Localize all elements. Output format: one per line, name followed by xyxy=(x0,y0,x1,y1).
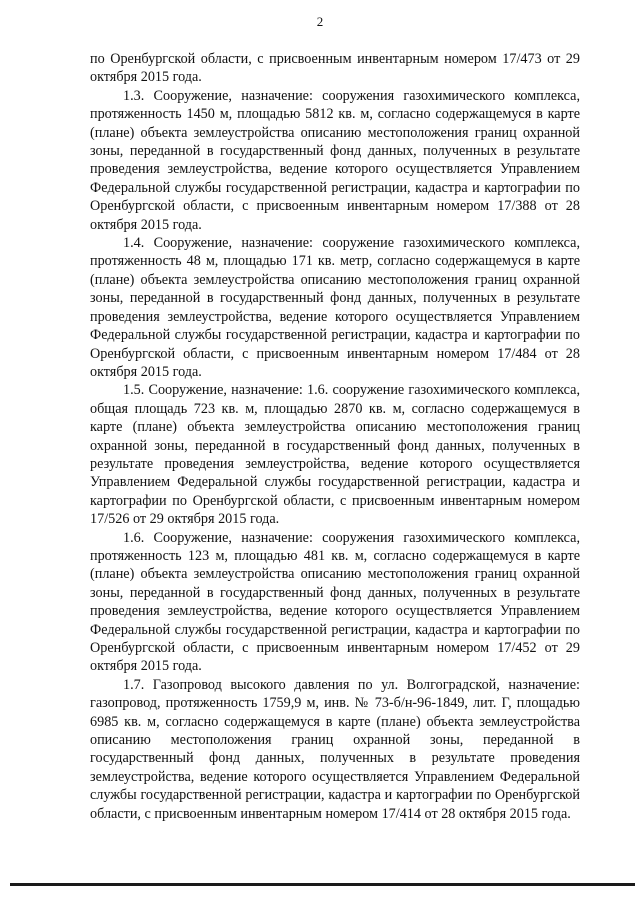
paragraph-1-6: 1.6. Сооружение, назначение: сооружения газохимического комплекса, протяженность 123 м, площадью 481 кв. м, согласно содержащемуся в карте (плане) объекта землеустройства описанию местоположения границ охранной зоны, переданной в государственный фонд данных, полученных в результате проведения землеустройства, ведение которого осуществляется Управлением Федеральной службы государственной регистрации, кадастра и картографии по Оренбургской области, с присвоенным инвентарным номером 17/452 от 29 октября 2015 года. xyxy=(90,529,580,675)
paragraph-1-4: 1.4. Сооружение, назначение: сооружение газохимического комплекса, протяженность 48 м, площадью 171 кв. метр, согласно содержащемуся в карте (плане) объекта землеустройства описанию местоположения границ охранной зоны, переданной в государственный фонд данных, полученных в результате проведения землеустройства, ведение которого осуществляется Управлением Федеральной службы государственной регистрации, кадастра и картографии по Оренбургской области, с присвоенным инвентарным номером 17/484 от 28 октября 2015 года. xyxy=(90,235,580,380)
bottom-rule xyxy=(10,883,635,886)
paragraph-continuation: по Оренбургской области, с присвоенным инвентарным номером 17/473 от 29 октября 2015 года. xyxy=(90,51,580,86)
paragraph-1-7: 1.7. Газопровод высокого давления по ул. Волгоградской, назначение: газопровод, протяженность 1759,9 м, инв. № 73-б/н-96-1849, лит. Г, площадью 6985 кв. м, согласно содержащемуся в карте (плане) объекта землеустройства описанию местоположения границ охранной зоны, переданной в государственный фонд данных, полученных в результате проведения землеустройства, ведение которого осуществляется Управлением Федеральной службы государственной регистрации, кадастра и картографии по Оренбургской области, с присвоенным инвентарным номером 17/414 от 28 октября 2015 года. xyxy=(90,676,580,822)
paragraph-1-5: 1.5. Сооружение, назначение: 1.6. сооружение газохимического комплекса, общая площадь 723 кв. м, площадью 2870 кв. м, согласно содержащемуся в карте (плане) объекта землеустройства описанию местоположения границ охранной зоны, переданной в государственный фонд данных, полученных в результате проведения землеустройства, ведение которого осуществляется Управлением Федеральной службы государственной регистрации, кадастра и картографии по Оренбургской области, с присвоенным инвентарным номером 17/526 от 29 октября 2015 года. xyxy=(90,382,580,528)
document-body xyxy=(90,50,580,823)
page-number: 2 xyxy=(316,14,324,29)
paragraph-1-3: 1.3. Сооружение, назначение: сооружения газохимического комплекса, протяженность 1450 м, площадью 5812 кв. м, согласно содержащемуся в карте (плане) объекта землеустройства описанию местоположения границ охранной зоны, переданной в государственный фонд данных, полученных в результате проведения землеустройства, ведение которого осуществляется Управлением Федеральной службы государственной регистрации, кадастра и картографии по Оренбургской области, с присвоенным инвентарным номером 17/388 от 28 октября 2015 года. xyxy=(90,87,580,233)
